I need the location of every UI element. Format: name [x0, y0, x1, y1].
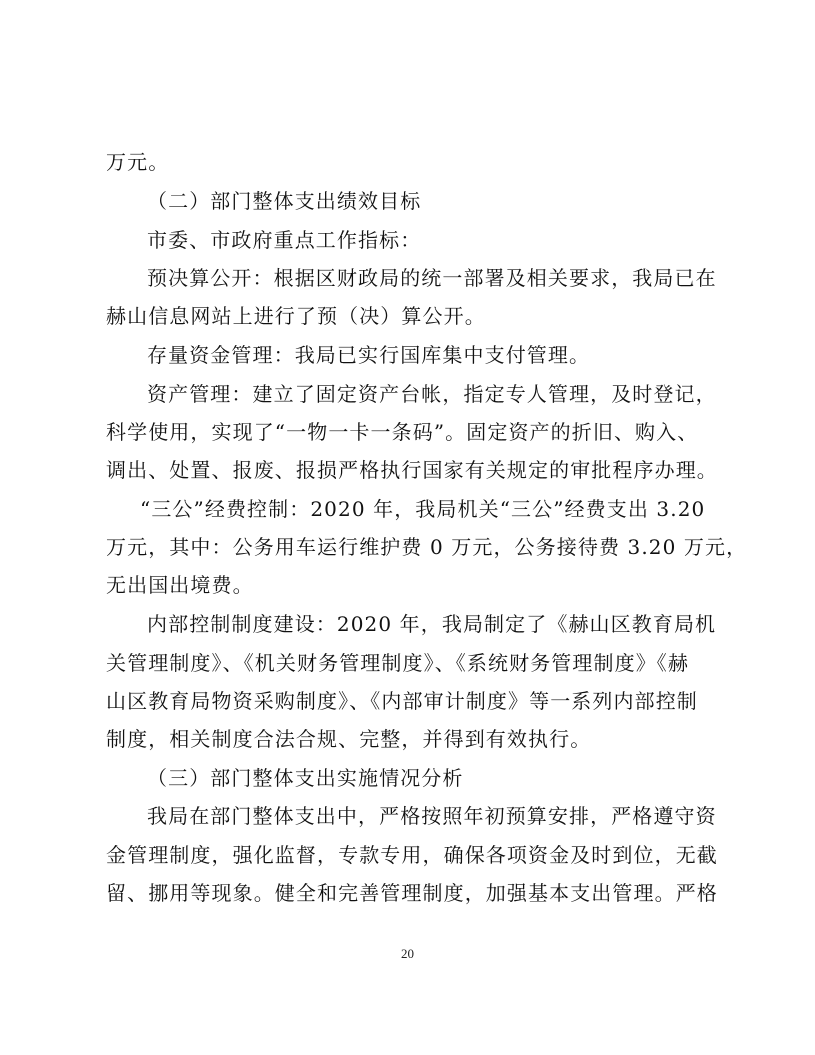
text-line: 内部控制制度建设：2020 年，我局制定了《赫山区教育局机 [147, 612, 717, 636]
text-line: 我局在部门整体支出中，严格按照年初预算安排，严格遵守资 [147, 804, 717, 828]
text-line: “三公”经费控制：2020 年，我局机关“三公”经费支出 3.20 [140, 497, 706, 521]
text-line: 预决算公开：根据区财政局的统一部署及相关要求，我局已在 [147, 266, 717, 290]
text-line: 制度，相关制度合法合规、完整，并得到有效执行。 [106, 727, 592, 751]
section-heading-2: （二）部门整体支出绩效目标 [147, 189, 422, 213]
text-line: 调出、处置、报废、报损严格执行国家有关规定的审批程序办理。 [106, 458, 718, 482]
text-line: 山区教育局物资采购制度》、《内部审计制度》等一系列内部控制 [106, 689, 698, 713]
page-number: 20 [401, 946, 414, 961]
text-line: 无出国出境费。 [106, 573, 254, 597]
text-line: 金管理制度，强化监督，专款专用，确保各项资金及时到位，无截 [106, 843, 718, 867]
text-line: 资产管理：建立了固定资产台帐，指定专人管理，及时登记， [147, 382, 717, 406]
section-heading-3: （三）部门整体支出实施情况分析 [147, 766, 464, 790]
text-line: 留、挪用等现象。健全和完善管理制度，加强基本支出管理。严格 [106, 881, 718, 905]
text-line: 万元，其中：公务用车运行维护费 0 万元，公务接待费 3.20 万元， [106, 535, 748, 559]
text-line: 科学使用，实现了“一物一卡一条码”。固定资产的折旧、购入、 [106, 420, 699, 444]
text-line: 关管理制度》、《机关财务管理制度》、《系统财务管理制度》《赫 [106, 651, 689, 675]
text-line: 市委、市政府重点工作指标： [147, 228, 422, 252]
text-line: 存量资金管理：我局已实行国库集中支付管理。 [147, 343, 591, 367]
text-line-continuation: 万元。 [106, 150, 170, 174]
text-line: 赫山信息网站上进行了预（决）算公开。 [106, 304, 486, 328]
